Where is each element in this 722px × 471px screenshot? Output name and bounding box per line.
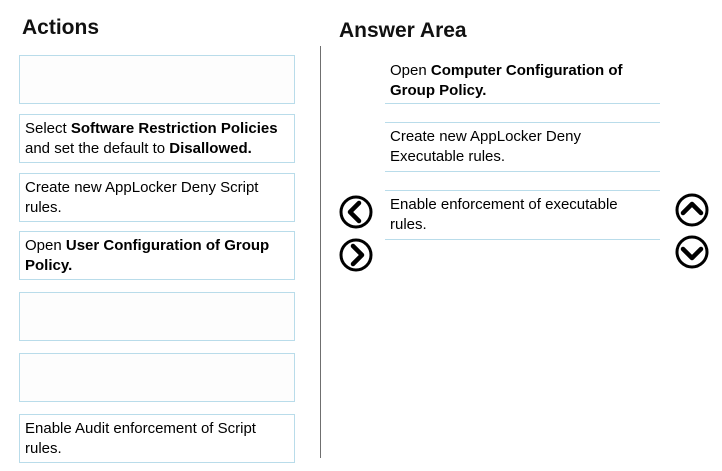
action-slot-empty[interactable] xyxy=(19,353,295,402)
panel-divider xyxy=(320,46,321,458)
chevron-up-icon xyxy=(675,193,709,227)
answer-item-computer-configuration[interactable] xyxy=(385,56,660,104)
answer-text: Enable enforcement of executable rules. xyxy=(390,196,618,233)
action-text: Enable Audit enforcement of Script rules. xyxy=(25,420,256,457)
answer-item-enforcement-executable[interactable] xyxy=(385,190,660,240)
move-right-button[interactable] xyxy=(339,238,373,272)
answer-text: Open Computer Configuration of Group Policy. xyxy=(390,62,623,99)
move-left-button[interactable] xyxy=(339,195,373,229)
move-up-button[interactable] xyxy=(675,193,709,227)
action-item-audit-script-rules[interactable] xyxy=(19,414,295,463)
chevron-right-icon xyxy=(339,238,373,272)
actions-heading: Actions xyxy=(22,16,100,39)
action-item-software-restriction[interactable] xyxy=(19,114,295,163)
answer-area-heading: Answer Area xyxy=(339,19,467,42)
action-slot-empty[interactable] xyxy=(19,292,295,341)
action-text: Open User Configuration of Group Policy. xyxy=(25,237,270,274)
action-item-deny-script-rules[interactable] xyxy=(19,173,295,222)
chevron-down-icon xyxy=(675,235,709,269)
move-down-button[interactable] xyxy=(675,235,709,269)
answer-text: Create new AppLocker Deny Executable rules. xyxy=(390,128,581,165)
chevron-left-icon xyxy=(339,195,373,229)
action-slot-empty[interactable] xyxy=(19,55,295,104)
action-text: Create new AppLocker Deny Script rules. xyxy=(25,179,259,216)
action-text: Select Software Restriction Policies and set the default to Disallowed. xyxy=(25,120,278,157)
action-item-user-configuration[interactable] xyxy=(19,231,295,280)
answer-item-deny-executable-rules[interactable] xyxy=(385,122,660,172)
